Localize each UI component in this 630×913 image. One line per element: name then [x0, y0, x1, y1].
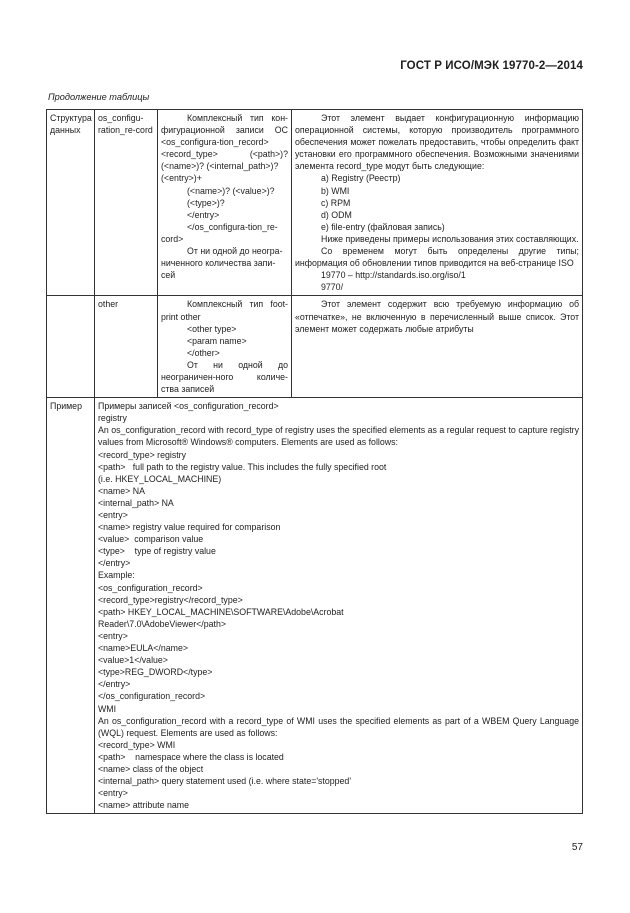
type-code: </other>	[187, 347, 220, 358]
type-note	[161, 371, 288, 383]
example-line: <entry>	[98, 788, 128, 799]
example-line: <name> NA	[98, 485, 145, 496]
example-line: <name> attribute name	[98, 800, 189, 811]
note-word: до	[277, 359, 288, 370]
example-line: registry	[98, 413, 127, 424]
element-name: other	[98, 299, 119, 310]
element-name: ration_re-cord	[98, 125, 153, 136]
type-text: Комплексный тип кон-	[187, 113, 288, 123]
example-line: </entry>	[98, 558, 131, 569]
example-line: <type>REG_DWORD</type>	[98, 667, 213, 678]
example-line: </os_configuration_record>	[98, 691, 206, 702]
example-line: <entry>	[98, 510, 128, 520]
cell-section	[47, 110, 95, 296]
cell-section	[47, 296, 95, 398]
note-word: одной	[238, 359, 263, 370]
type-code: (<name>)? (<internal_path>)?	[161, 161, 279, 172]
example-line: <value> comparison value	[98, 534, 204, 545]
example-line: <internal_path> query statement used (i.e. where state='stopped'	[98, 776, 352, 787]
type-note: От ни одной до неогра-	[187, 246, 283, 257]
example-line: <internal_path> NA	[98, 497, 174, 508]
example-line: <record_type>registry</record_type>	[98, 594, 243, 605]
table-continuation-caption: Продолжение таблицы	[48, 92, 150, 102]
page-number: 57	[571, 842, 583, 853]
type-text: Комплексный тип foot-	[187, 299, 288, 310]
type-code: <param name>	[187, 335, 247, 346]
type-text: <os_configura-tion_record>	[161, 137, 269, 148]
type-code: (<type>)?	[187, 197, 225, 208]
type-code: <other type>	[187, 323, 237, 334]
example-line: Example:	[98, 570, 135, 581]
example-line: <name>EULA</name>	[98, 643, 188, 654]
note-word: От	[187, 359, 198, 370]
example-line: <value>1</value>	[98, 655, 168, 666]
type-code: <record_type> (<path>)?	[161, 149, 288, 160]
cell-element-name	[95, 296, 158, 398]
section-label: Структура	[50, 113, 92, 123]
example-line: <record_type> registry	[98, 449, 187, 460]
cell-example	[95, 398, 583, 814]
type-text: фигурационной записи ОС	[161, 125, 288, 136]
record-type-option: b) WMI	[321, 185, 350, 196]
record-type-option: d) ODM	[321, 209, 352, 220]
record-type-option: a) Registry (Реестр)	[321, 173, 401, 184]
cell-type-definition	[158, 110, 292, 296]
example-line: Reader\7.0\AdobeViewer</path>	[98, 618, 226, 629]
example-line: WMI	[98, 703, 117, 714]
example-line: <os_configuration_record>	[98, 582, 203, 593]
record-type-option: c) RPM	[321, 197, 351, 208]
section-label: данных	[50, 125, 81, 136]
cell-element-name	[95, 110, 158, 296]
example-line: <name> registry value required for comparison	[98, 522, 281, 533]
type-code: (<entry>)+	[161, 173, 202, 184]
table-row-example	[47, 398, 583, 814]
type-code: </os_configura-tion_re-	[187, 221, 278, 232]
example-line: <path> full path to the registry value. This includes the fully specified root	[98, 461, 387, 472]
example-line: <path> HKEY_LOCAL_MACHINE\SOFTWARE\Adobe\Acrobat	[98, 606, 344, 617]
table-row-other	[47, 296, 583, 398]
type-text: print other	[161, 311, 201, 322]
element-name: os_configu-	[98, 113, 144, 123]
type-note	[161, 359, 288, 371]
type-note: ниченного количества запи-	[161, 258, 276, 269]
type-note: ства записей	[161, 384, 215, 395]
example-line: (i.e. HKEY_LOCAL_MACHINE)	[98, 473, 222, 484]
type-note: сей	[161, 270, 176, 281]
cell-description	[292, 110, 583, 296]
note-word: неограничен-ного	[161, 371, 234, 382]
iso-link-text: 19770 – http://standards.iso.org/iso/1	[321, 270, 466, 281]
example-line: <name> class of the object	[98, 763, 204, 774]
specification-table	[46, 109, 583, 814]
description-paragraph: Ниже приведены примеры использования этих составляющих.	[321, 233, 579, 244]
standard-header: ГОСТ Р ИСО/МЭК 19770-2—2014	[400, 60, 583, 72]
table-row-os-configuration-record	[47, 110, 583, 296]
example-line: <path> namespace where the class is located	[98, 751, 284, 762]
iso-link-text: 9770/	[321, 282, 344, 293]
description-paragraph: Со временем могут быть определены другие типы; информация об обновлении типов приводится на веб-странице ISO	[295, 246, 579, 269]
example-line: <record_type> WMI	[98, 739, 176, 750]
record-type-option: e) file-entry (файловая запись)	[321, 221, 445, 232]
cell-type-definition	[158, 296, 292, 398]
description-paragraph: Этот элемент содержит всю требуемую информацию об «отпечатке», не включенную в перечисленный выше список. Этот элемент может содержать любые атрибуты	[295, 299, 579, 334]
description-paragraph: Этот элемент выдает конфигурационную информацию операционной системы, которую производитель программного обеспечения может пожелать предоставить, чтобы определить факт установки его программного обеспечения. Возможными значениями элемента record_type модут быть следующие:	[295, 113, 579, 172]
example-paragraph: An os_configuration_record with a record_type of WMI uses the specified elements as part of a WBEM Query Language (WQL) request. Elements are used as follows:	[98, 715, 579, 738]
example-line: <entry>	[98, 630, 128, 641]
example-line: </entry>	[98, 679, 131, 690]
type-code: </entry>	[187, 209, 220, 220]
cell-section	[47, 398, 95, 814]
note-word: ни	[213, 359, 223, 370]
type-code: cord>	[161, 233, 184, 244]
example-line: <type> type of registry value	[98, 546, 216, 557]
example-paragraph: An os_configuration_record with record_type of registry uses the specified elements as a regular request to capture registry values from Microsoft® Windows® computers. Elements are used as follows:	[98, 425, 579, 448]
type-code: (<name>)? (<value>)?	[187, 185, 275, 196]
note-word: количе-	[256, 371, 288, 382]
section-label: Пример	[50, 401, 82, 412]
example-line: Примеры записей <os_configuration_record>	[98, 401, 279, 412]
cell-description	[292, 296, 583, 398]
